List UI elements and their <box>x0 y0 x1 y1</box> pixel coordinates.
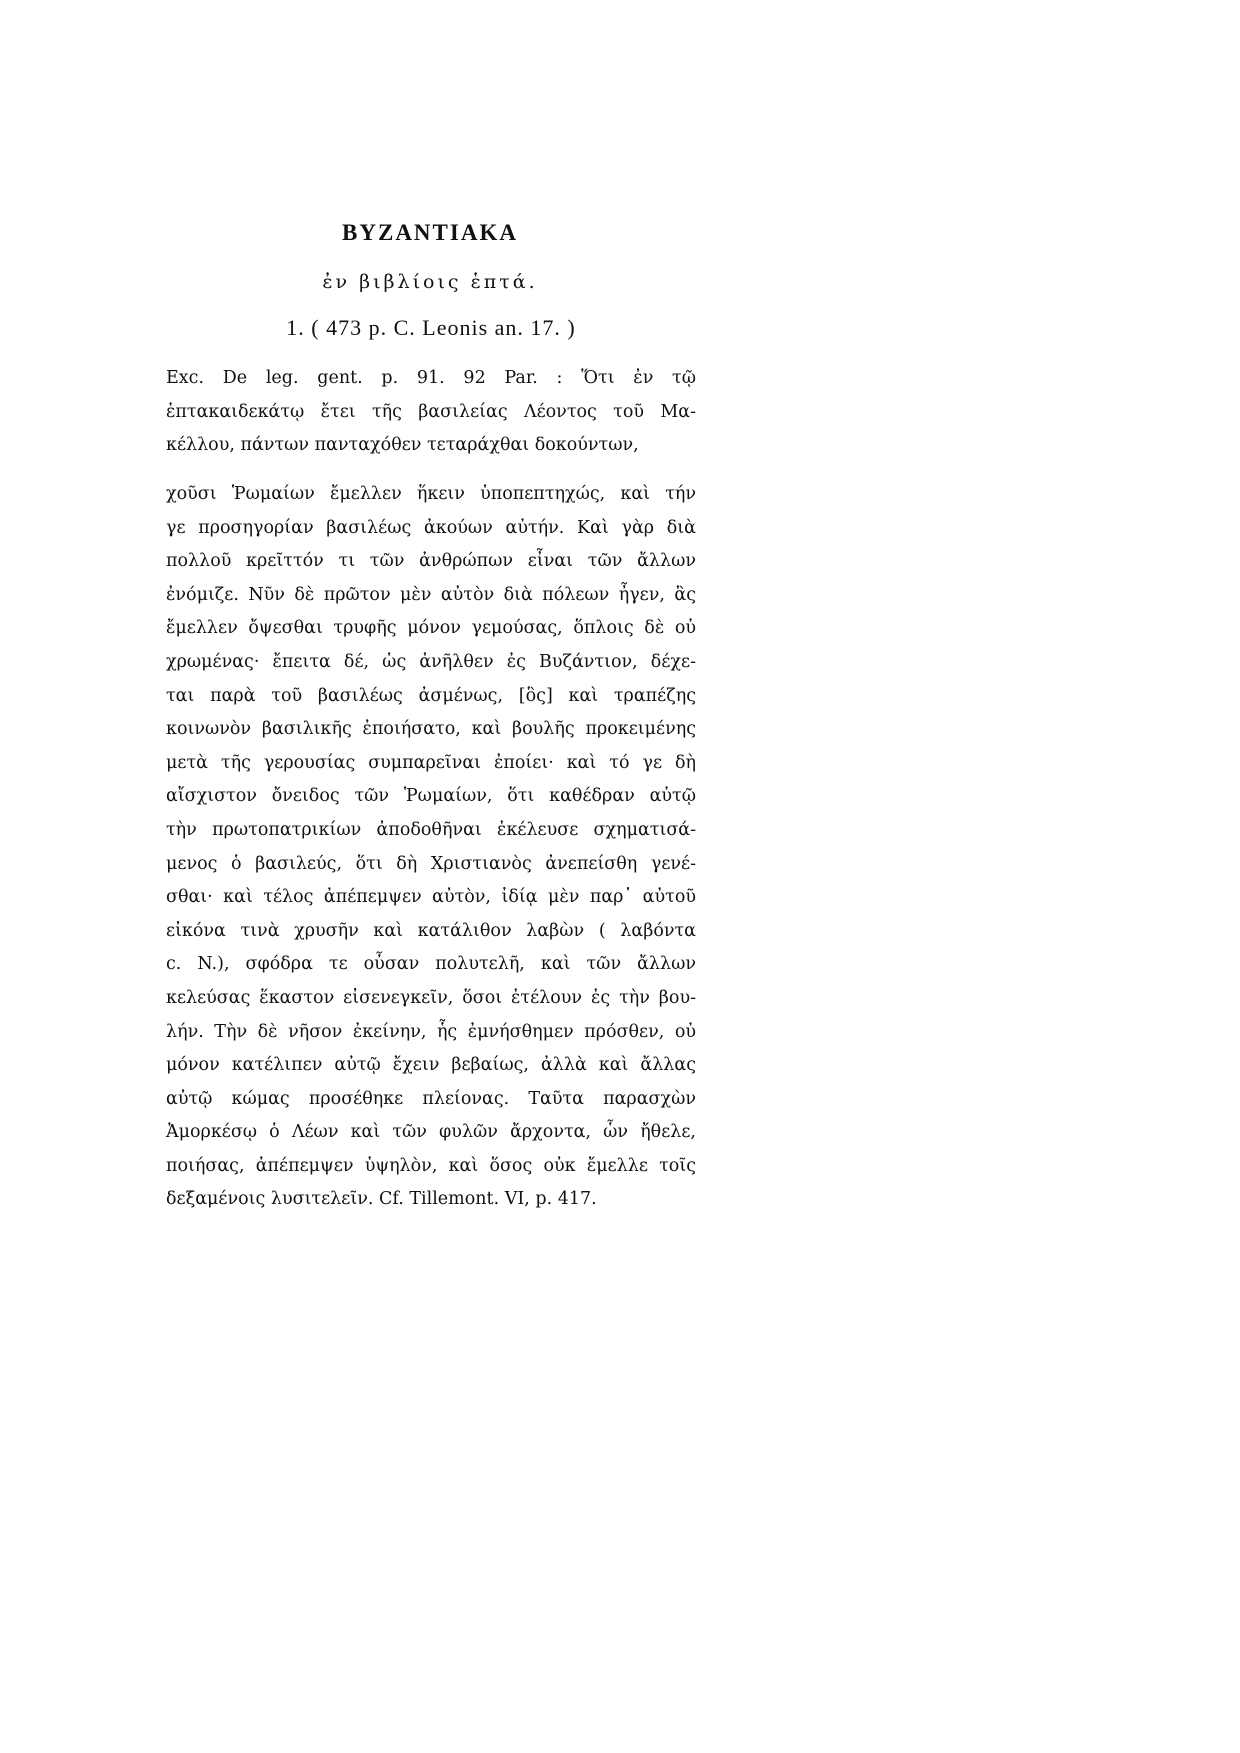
text-line: λήν. Τὴν δὲ νῆσον ἐκείνην, ἧς ἐμνήσθημεν πρόσθεν, οὐ <box>166 1021 696 1042</box>
text-line: μόνον κατέλιπεν αὐτῷ ἔχειν βεβαίως, ἀλλὰ καὶ ἄλλας <box>166 1055 696 1076</box>
page-subtitle: ἐν βιβλίοις ἑπτά. <box>322 271 538 293</box>
text-line: σθαι· καὶ τέλος ἀπέπεμψεν αὐτὸν, ἰδίᾳ μὲν παρ᾽ αὐτοῦ <box>166 887 696 908</box>
text-line: μετὰ τῆς γερουσίας συμπαρεῖναι ἐποίει· καὶ τό γε δὴ <box>166 752 696 773</box>
text-line: κέλλου, πάντων πανταχόθεν τεταράχθαι δοκούντων, <box>166 435 639 456</box>
text-line: δεξαμένοις λυσιτελεῖν. Cf. Tillemont. VI, p. 417. <box>166 1189 597 1210</box>
text-line: ποιήσας, ἀπέπεμψεν ὑψηλὸν, καὶ ὅσος οὐκ ἔμελλε τοῖς <box>166 1155 696 1176</box>
text-line: ἑπτακαιδεκάτῳ ἔτει τῆς βασιλείας Λέοντος τοῦ Μα- <box>166 401 696 422</box>
text-line: χρωμένας· ἔπειτα δέ, ὡς ἀνῆλθεν ἐς Βυζάντιον, δέχε- <box>166 651 696 672</box>
text-line: ται παρὰ τοῦ βασιλέως ἀσμένως, [ὃς] καὶ τραπέζης <box>166 685 696 706</box>
text-line: Ἀμορκέσῳ ὁ Λέων καὶ τῶν φυλῶν ἄρχοντα, ὧν ἤθελε, <box>166 1122 696 1143</box>
text-line: μενος ὁ βασιλεύς, ὅτι δὴ Χριστιανὸς ἀνεπείσθη γενέ- <box>166 853 696 874</box>
text-line: κελεύσας ἕκαστον εἰσενεγκεῖν, ὅσοι ἐτέλουν ἐς τὴν βου- <box>166 987 696 1008</box>
text-block-body <box>166 478 696 1217</box>
text-line: κοινωνὸν βασιλικῆς ἐποιήσατο, καὶ βουλῆς προκειμένης <box>166 719 696 740</box>
text-line: ἐνόμιζε. Νῦν δὲ πρῶτον μὲν αὐτὸν διὰ πόλεων ἦγεν, ἃς <box>166 584 696 605</box>
text-block-intro <box>166 362 696 463</box>
text-line: τὴν πρωτοπατρικίων ἀποδοθῆναι ἐκέλευσε σχηματισά- <box>166 819 696 840</box>
text-line: γε προσηγορίαν βασιλέως ἀκούων αὐτήν. Καὶ γὰρ διὰ <box>166 517 696 538</box>
text-line: χοῦσι Ῥωμαίων ἔμελλεν ἥκειν ὑποπεπτηχώς, καὶ τήν <box>166 484 696 504</box>
section-heading: 1. ( 473 p. C. Leonis an. 17. ) <box>286 315 576 340</box>
text-line: ἔμελλεν ὄψεσθαι τρυφῆς μόνον γεμούσας, ὅπλοις δὲ οὐ <box>166 618 696 639</box>
text-line: Exc. De leg. gent. p. 91. 92 Par. : Ὅτι ἐν τῷ <box>166 368 696 388</box>
text-line: αὐτῷ κώμας προσέθηκε πλείονας. Ταῦτα παρασχὼν <box>166 1088 696 1109</box>
page-title: BYZANTIAKA <box>342 220 518 245</box>
text-line: αἴσχιστον ὄνειδος τῶν Ῥωμαίων, ὅτι καθέδραν αὐτῷ <box>166 786 696 807</box>
text-line: c. N.), σφόδρα τε οὖσαν πολυτελῆ, καὶ τῶν ἄλλων <box>166 954 696 975</box>
text-line: πολλοῦ κρεῖττόν τι τῶν ἀνθρώπων εἶναι τῶν ἄλλων <box>166 551 696 572</box>
text-line: εἰκόνα τινὰ χρυσῆν καὶ κατάλιθον λαβὼν ( λαβόντα <box>166 920 696 941</box>
